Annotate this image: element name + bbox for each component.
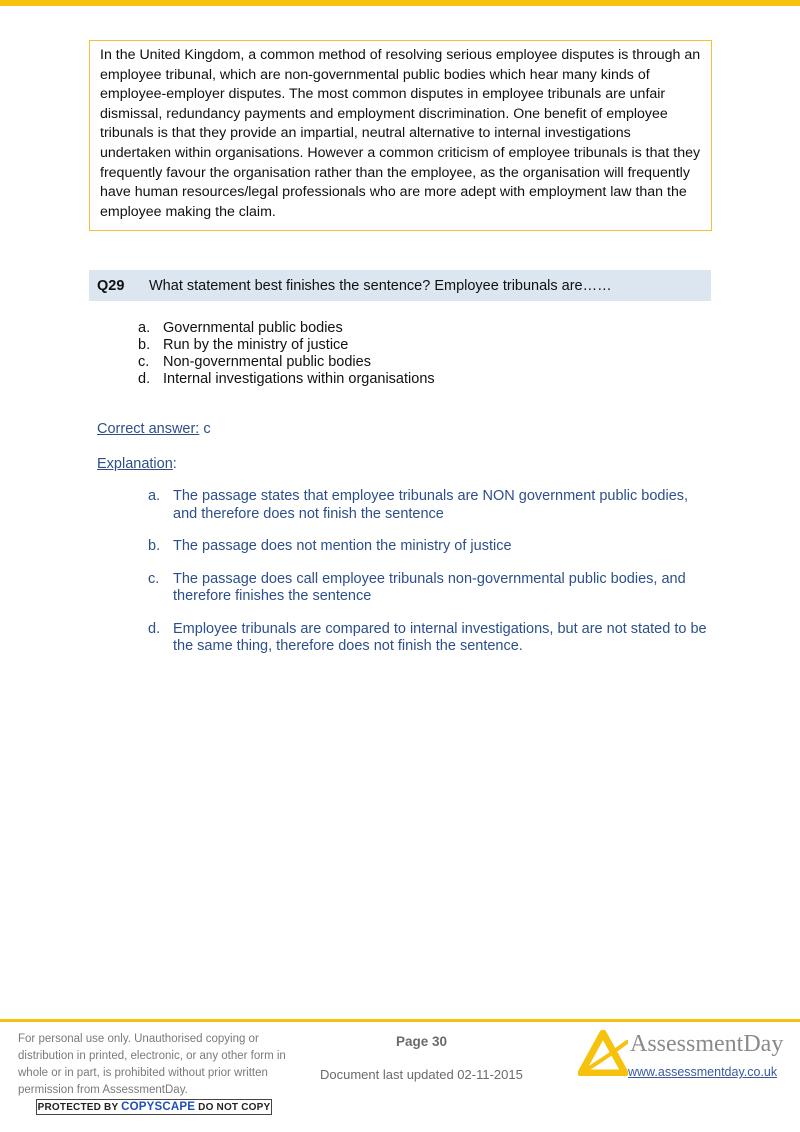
option-text: Internal investigations within organisations <box>163 371 435 387</box>
explanation-item <box>148 621 708 656</box>
explanation-item <box>148 538 708 556</box>
option-text: Non-governmental public bodies <box>163 354 371 370</box>
document-updated: Document last updated 02-11-2015 <box>320 1067 523 1082</box>
passage-box <box>89 40 712 231</box>
explanation-text: Employee tribunals are compared to internal investigations, but are not stated to be the same thing, therefore does not finish the sentence. <box>173 620 707 654</box>
copyscape-badge[interactable] <box>36 1099 272 1115</box>
footer-divider <box>0 1019 800 1022</box>
website-link[interactable]: www.assessmentday.co.uk <box>628 1065 778 1079</box>
copyscape-brand: COPYSCAPE <box>121 1101 196 1113</box>
option-text: Run by the ministry of justice <box>163 337 349 353</box>
option-letter: c. <box>138 354 150 370</box>
explanation-item <box>148 571 708 606</box>
option-text: Governmental public bodies <box>163 320 343 336</box>
passage-text: In the United Kingdom, a common method of resolving serious employee disputes is through an employee tribunal, which are non-governmental public bodies which hear many kinds of employee-employer disputes. The most common disputes in employee tribunals are unfair dismissal, redundancy payments and employment discrimination. One benefit of employee tribunals is that they provide an impartial, neutral alternative to internal investigations undertaken within organisations. However a common criticism of employee tribunals is that they frequently favour the organisation rather than the employee, as the organisation will frequently have human resources/legal professionals who are more adept with employment law than the employee making the claim. <box>100 47 701 220</box>
explanation-letter: c. <box>148 570 160 587</box>
option-item <box>138 371 435 388</box>
explanation-label: Explanation <box>97 456 173 472</box>
explanation-letter: a. <box>148 488 161 504</box>
explanation-text: The passage states that employee tribunals are NON government public bodies, and therefore does not finish the sentence <box>173 488 689 522</box>
copyright-notice <box>18 1031 308 1099</box>
copyscape-pre: PROTECTED BY <box>37 1102 119 1113</box>
explanation-heading <box>97 456 177 472</box>
brand-logo-text: AssessmentDay <box>630 1031 784 1057</box>
option-letter: a. <box>138 320 151 336</box>
question-text: What statement best finishes the sentence? Employee tribunals are…… <box>149 277 612 294</box>
option-item <box>138 337 435 354</box>
explanation-text: The passage does not mention the ministry of justice <box>173 538 512 554</box>
option-letter: d. <box>138 371 151 387</box>
correct-answer-value: c <box>203 421 211 437</box>
option-item <box>138 320 435 337</box>
explanation-letter: d. <box>148 620 161 637</box>
correct-answer <box>97 421 211 437</box>
explanation-colon: : <box>172 456 177 472</box>
option-item <box>138 354 435 371</box>
top-accent-bar <box>0 0 800 6</box>
notice-lead: For personal use only <box>18 1033 128 1045</box>
answer-options <box>138 320 435 388</box>
notice-rest: . Unauthorised copying or distribution in printed, electronic, or any other form in whole or in part, is prohibited without prior written permission from AssessmentDay. <box>18 1033 286 1096</box>
triangle-logo-icon <box>578 1030 628 1076</box>
explanation-list <box>148 488 708 671</box>
copyscape-post: DO NOT COPY <box>198 1102 271 1113</box>
explanation-item <box>148 488 708 523</box>
option-letter: b. <box>138 337 151 353</box>
correct-answer-label: Correct answer: <box>97 421 200 437</box>
explanation-text: The passage does call employee tribunals non-governmental public bodies, and therefore finishes the sentence <box>173 570 686 604</box>
question-header <box>89 270 711 301</box>
explanation-letter: b. <box>148 538 161 554</box>
question-number: Q29 <box>97 277 125 294</box>
page-number: Page 30 <box>396 1034 448 1049</box>
